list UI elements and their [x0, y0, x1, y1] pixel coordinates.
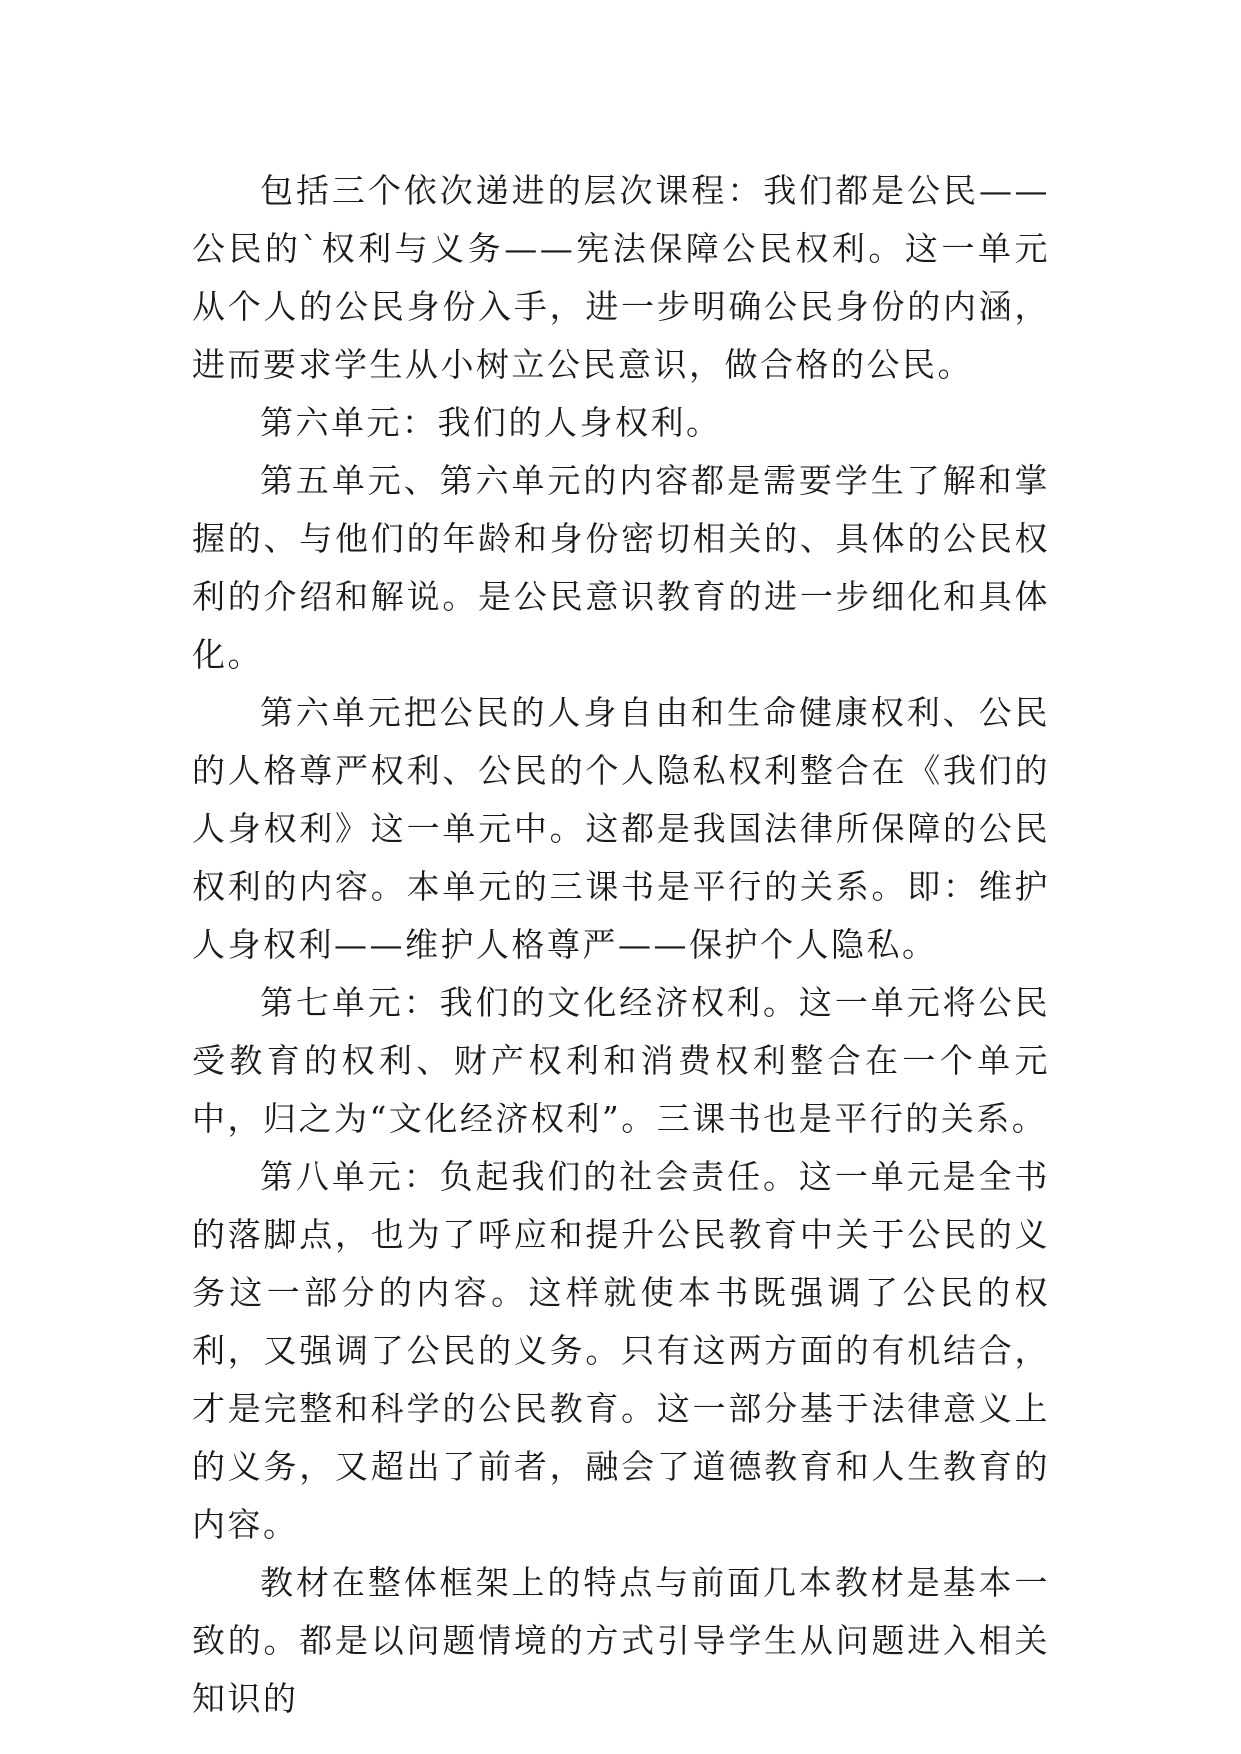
paragraph-unit8: 第八单元：负起我们的社会责任。这一单元是全书的落脚点，也为了呼应和提升公民教育中关于公民的义务这一部分的内容。这样就使本书既强调了公民的权利，又强调了公民的义务。只有这两方面的有机结合，才是完整和科学的公民教育。这一部分基于法律意义上的义务，又超出了前者，融会了道德教育和人生教育的内容。	[192, 1157, 1050, 1544]
paragraph-unit7: 第七单元：我们的文化经济权利。这一单元将公民受教育的权利、财产权利和消费权利整合在一个单元中，归之为“文化经济权利”。三课书也是平行的关系。	[192, 983, 1050, 1138]
paragraph-framework: 教材在整体框架上的特点与前面几本教材是基本一致的。都是以问题情境的方式引导学生从问题进入相关知识的	[192, 1563, 1050, 1718]
paragraph-unit5-6-summary: 第五单元、第六单元的内容都是需要学生了解和掌握的、与他们的年龄和身份密切相关的、具体的公民权利的介绍和解说。是公民意识教育的进一步细化和具体化。	[192, 461, 1050, 674]
document-body	[192, 162, 1050, 1728]
paragraph-unit6-title: 第六单元：我们的人身权利。	[260, 403, 722, 442]
paragraph-unit5-intro: 包括三个依次递进的层次课程：我们都是公民——公民的`权利与义务——宪法保障公民权利。这一单元从个人的公民身份入手，进一步明确公民身份的内涵，进而要求学生从小树立公民意识，做合格的公民。	[192, 171, 1050, 384]
paragraph-unit6-detail: 第六单元把公民的人身自由和生命健康权利、公民的人格尊严权利、公民的个人隐私权利整合在《我们的人身权利》这一单元中。这都是我国法律所保障的公民权利的内容。本单元的三课书是平行的关系。即：维护人身权利——维护人格尊严——保护个人隐私。	[192, 693, 1050, 964]
